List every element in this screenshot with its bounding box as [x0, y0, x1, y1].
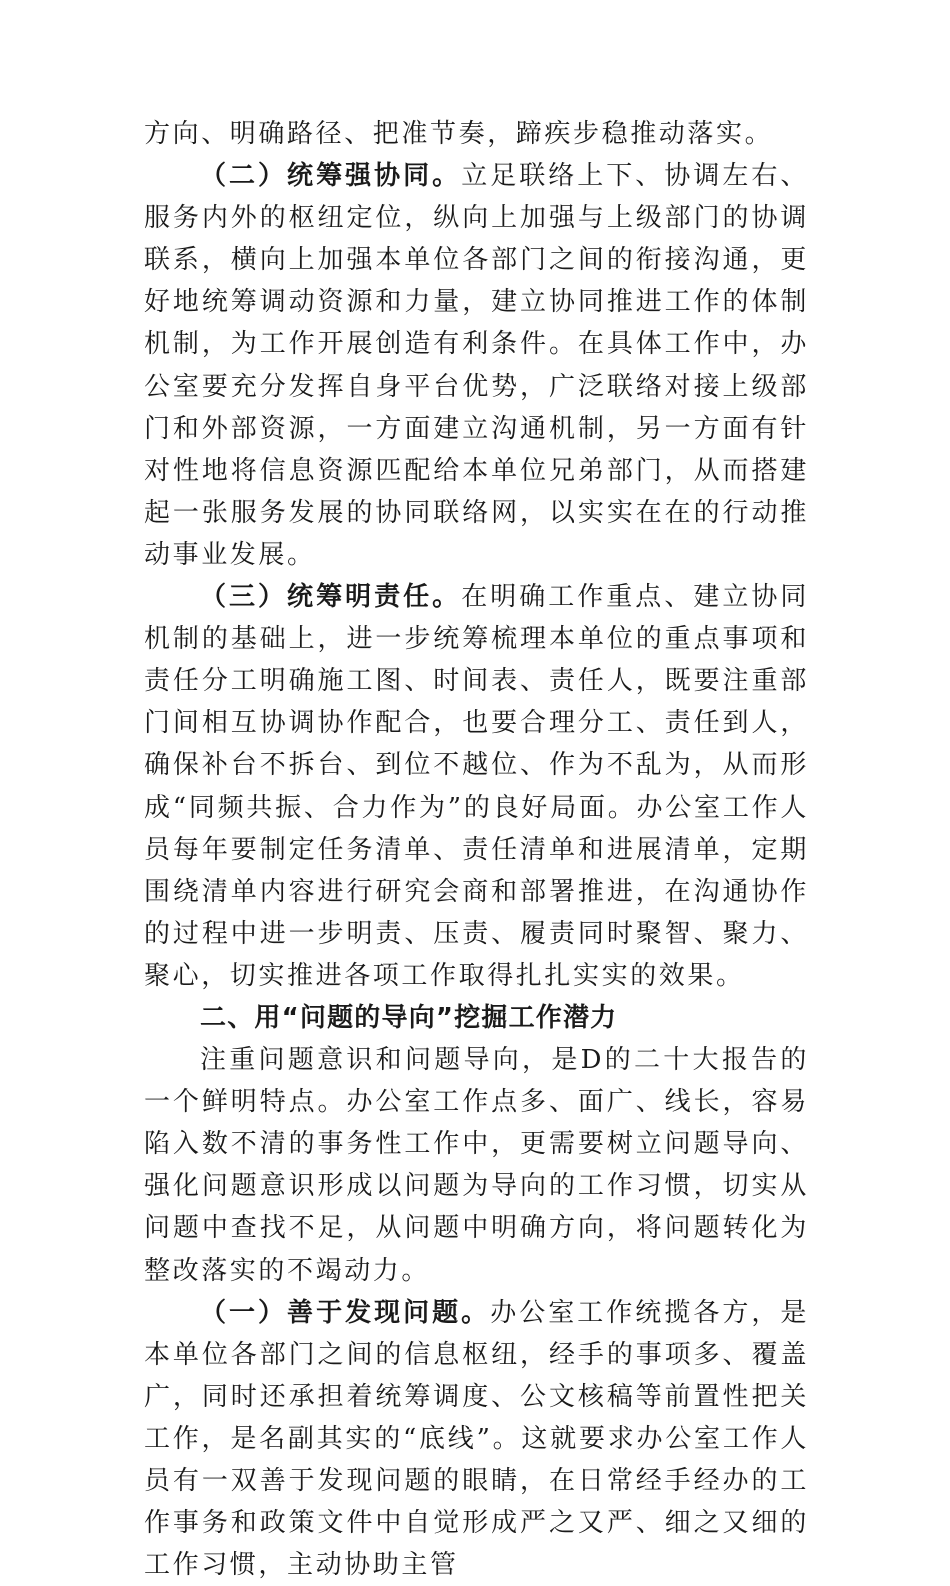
paragraph-lead: （三）统筹明责任。 — [200, 582, 462, 613]
section-heading-text: 二、用“问题的导向”挖掘工作潜力 — [200, 1002, 618, 1033]
section-heading — [144, 997, 809, 1039]
paragraph-text: 方向、明确路径、把准节奏，蹄疾步稳推动落实。 — [144, 119, 774, 149]
paragraph-lead: （二）统筹强协同。 — [200, 161, 462, 192]
paragraph-continuation — [144, 113, 809, 155]
paragraph-text: 办公室工作统揽各方，是本单位各部门之间的信息枢纽，经手的事项多、覆盖广，同时还承担着统筹调度、公文核稿等前置性把关工作，是名副其实的“底线”。这就要求办公室工作人员有一双善于发现问题的眼睛，在日常经手经办的工作事务和政策文件中自觉形成严之又严、细之又细的工作习惯，主动协助主管 — [144, 1297, 809, 1581]
paragraph-coordination — [144, 155, 809, 576]
paragraph-problem-orientation — [144, 1039, 809, 1292]
paragraph-text: 在明确工作重点、建立协同机制的基础上，进一步统筹梳理本单位的重点事项和责任分工明确施工图、时间表、责任人，既要注重部门间相互协调协作配合，也要合理分工、责任到人，确保补台不拆台、到位不越位、作为不乱为，从而形成“同频共振、合力作为”的良好局面。办公室工作人员每年要制定任务清单、责任清单和进展清单，定期围绕清单内容进行研究会商和部署推进，在沟通协作的过程中进一步明责、压责、履责同时聚智、聚力、聚心，切实推进各项工作取得扎扎实实的效果。 — [144, 582, 810, 991]
paragraph-lead: （一）善于发现问题。 — [200, 1297, 491, 1328]
paragraph-responsibility — [144, 576, 809, 997]
document-body — [144, 113, 809, 1586]
paragraph-text: 注重问题意识和问题导向，是D的二十大报告的一个鲜明特点。办公室工作点多、面广、线长，容易陷入数不清的事务性工作中，更需要树立问题导向、强化问题意识形成以问题为导向的工作习惯，切实从问题中查找不足，从问题中明确方向，将问题转化为整改落实的不竭动力。 — [144, 1045, 809, 1286]
paragraph-find-problems — [144, 1292, 809, 1586]
paragraph-text: 立足联络上下、协调左右、服务内外的枢纽定位，纵向上加强与上级部门的协调联系，横向上加强本单位各部门之间的衔接沟通，更好地统筹调动资源和力量，建立协同推进工作的体制机制，为工作开展创造有利条件。在具体工作中，办公室要充分发挥自身平台优势，广泛联络对接上级部门和外部资源，一方面建立沟通机制，另一方面有针对性地将信息资源匹配给本单位兄弟部门，从而搭建起一张服务发展的协同联络网，以实实在在的行动推动事业发展。 — [144, 161, 810, 570]
